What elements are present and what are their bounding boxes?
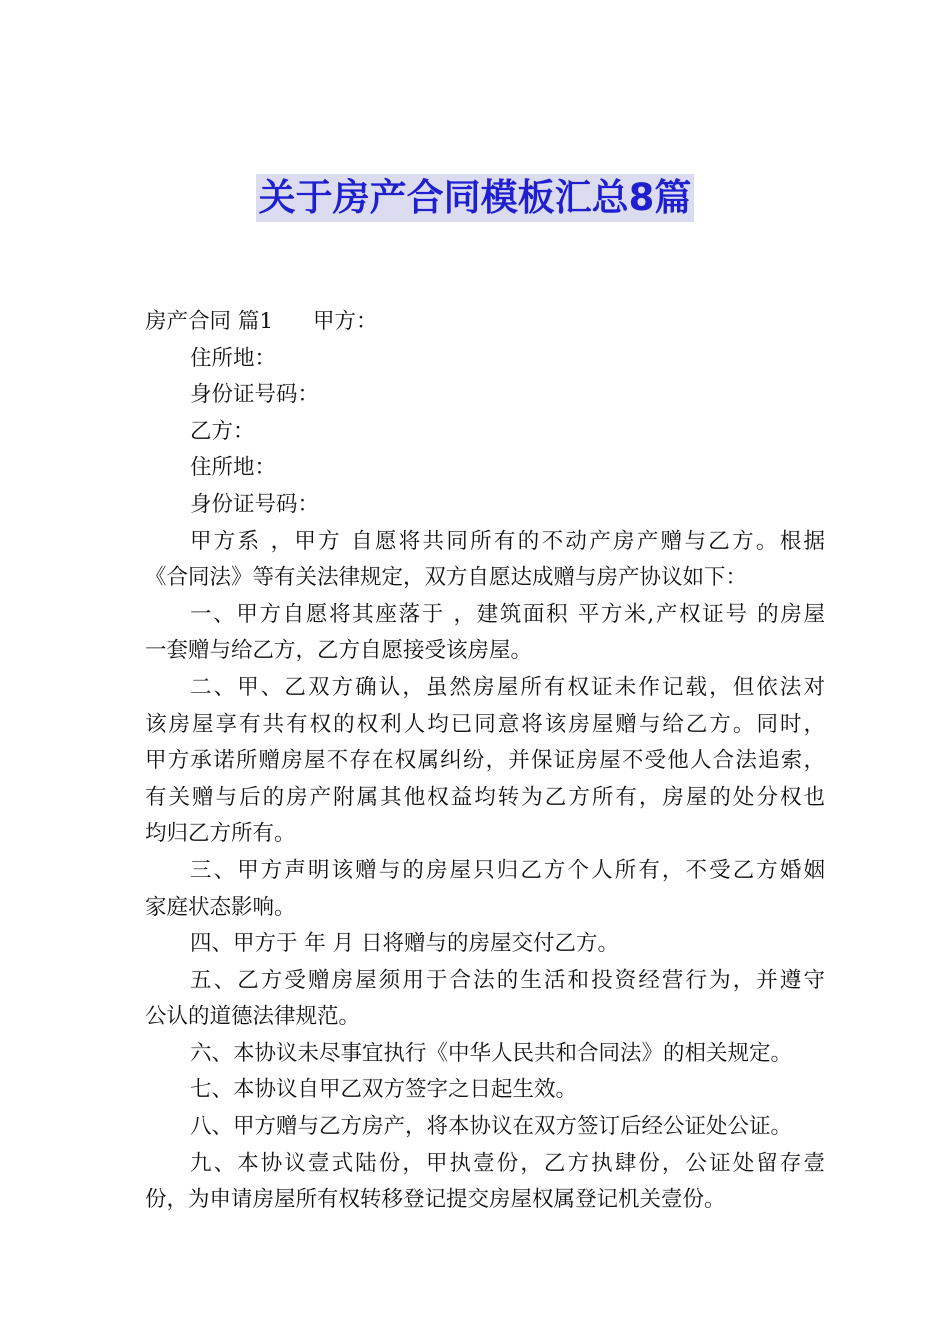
text-line: 乙方： xyxy=(190,418,255,444)
title-container xyxy=(0,174,950,222)
text-line: 二、甲、乙双方确认，虽然房屋所有权证未作记载，但依法对 xyxy=(190,674,825,700)
section-label: 房产合同 篇1 xyxy=(145,309,274,334)
party-a-label: 甲方： xyxy=(313,309,378,334)
document-title: 关于房产合同模板汇总8篇 xyxy=(256,174,695,222)
text-line: 六、本协议未尽事宜执行《中华人民共和合同法》的相关规定。 xyxy=(190,1040,793,1066)
text-line: 三、甲方声明该赠与的房屋只归乙方个人所有，不受乙方婚姻 xyxy=(190,857,825,883)
text-line: 九、本协议壹式陆份，甲执壹份，乙方执肆份，公证处留存壹 xyxy=(190,1150,825,1176)
text-line: 住所地： xyxy=(190,455,277,481)
text-line: 一套赠与给乙方，乙方自愿接受该房屋。 xyxy=(145,638,533,664)
text-line: 该房屋享有共有权的权利人均已同意将该房屋赠与给乙方。同时， xyxy=(145,711,825,737)
text-line: 甲方系 ，甲方 自愿将共同所有的不动产房产赠与乙方。根据 xyxy=(190,528,825,554)
text-line: 家庭状态影响。 xyxy=(145,894,296,920)
text-line: 身份证号码： xyxy=(190,491,320,517)
text-line: 有关赠与后的房产附属其他权益均转为乙方所有，房屋的处分权也 xyxy=(145,784,825,810)
document-body xyxy=(145,304,825,1219)
text-line: 四、甲方于 年 月 日将赠与的房屋交付乙方。 xyxy=(190,931,620,957)
text-line: 份，为申请房屋所有权转移登记提交房屋权属登记机关壹份。 xyxy=(145,1187,726,1213)
text-line: 身份证号码： xyxy=(190,382,320,408)
text-line: 均归乙方所有。 xyxy=(145,821,296,847)
text-line: 公认的道德法律规范。 xyxy=(145,1004,361,1030)
paragraph-lines xyxy=(145,341,825,1219)
text-line: 七、本协议自甲乙双方签字之日起生效。 xyxy=(190,1077,578,1103)
text-line: 住所地： xyxy=(190,345,277,371)
text-line: 《合同法》等有关法律规定，双方自愿达成赠与房产协议如下： xyxy=(145,565,748,591)
text-line: 五、乙方受赠房屋须用于合法的生活和投资经营行为，并遵守 xyxy=(190,967,825,993)
section-heading-line xyxy=(145,304,825,341)
text-line: 一、甲方自愿将其座落于 ，建筑面积 平方米,产权证号 的房屋 xyxy=(190,601,825,627)
text-line: 甲方承诺所赠房屋不存在权属纠纷，并保证房屋不受他人合法追索， xyxy=(145,748,825,774)
text-line: 八、甲方赠与乙方房产，将本协议在双方签订后经公证处公证。 xyxy=(190,1114,793,1140)
